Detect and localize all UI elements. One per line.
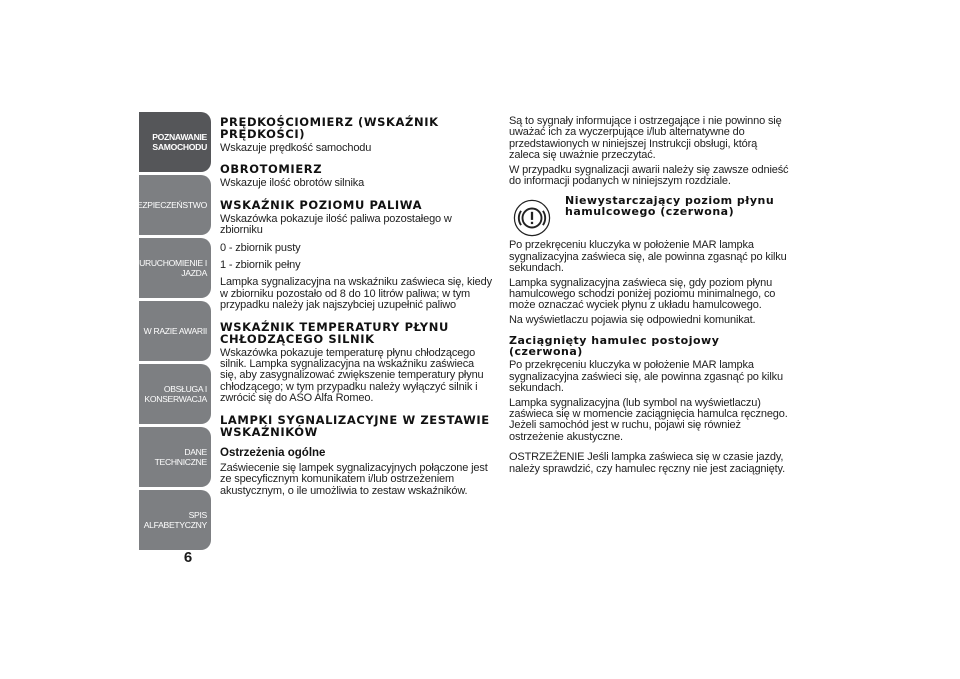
speedometer-heading: PRĘDKOŚCIOMIERZ (WSKAŹNIK PRĘDKOŚCI) <box>220 115 439 141</box>
tab-label: W RAZIE AWARII <box>143 326 207 336</box>
parking-brake-warning: OSTRZEŻENIE Jeśli lampka zaświeca się w czasie jazdy, należy sprawdzić, czy hamulec ręczny nie jest zaciągnięty. <box>509 451 785 475</box>
tab-label: DANE TECHNICZNE <box>154 447 207 467</box>
tab-label: OBSŁUGA I KONSERWACJA <box>144 384 207 404</box>
fuel-gauge-text: Wskazówka pokazuje ilość paliwa pozostałego w zbiorniku <box>220 212 452 237</box>
tab-label: URUCHOMIENIE I JAZDA <box>139 258 207 278</box>
fuel-empty-item: 0 - zbiornik pusty <box>220 241 301 254</box>
parking-brake-text-1: Po przekręceniu kluczyka w położenie MAR lampka sygnalizacyjna zaświeci się, ale powinna zgasnąć po kilku sekundach. <box>509 359 783 395</box>
brake-fluid-text-1: Po przekręceniu kluczyka w położenie MAR lampka sygnalizacyjna zaświeca się, ale powinna zgasnąć po kilku sekundach. <box>509 239 787 275</box>
warning-lamps-heading: LAMPKI SYGNALIZACYJNE W ZESTAWIE WSKAŹNIKÓW <box>220 412 490 439</box>
fuel-gauge-heading: WSKAŹNIK POZIOMU PALIWA <box>220 197 423 212</box>
speedometer-text: Wskazuje prędkość samochodu <box>220 142 372 154</box>
brake-fluid-text-3: Na wyświetlaczu pojawia się odpowiedni komunikat. <box>509 313 756 326</box>
page-number: 6 <box>183 549 193 566</box>
left-column <box>220 116 492 497</box>
coolant-temp-heading: WSKAŹNIK TEMPERATURY PŁYNU CHŁODZĄCEGO SILNIK <box>220 319 449 346</box>
tab-dane-techniczne[interactable] <box>139 427 211 487</box>
coolant-temp-text: Wskazówka pokazuje temperaturę płynu chłodzącego silnik. Lampka sygnalizacyjna na wskaźniku zaświeca się, aby zasygnalizować zwiększenie temperatury płynu chłodzącego; w tym przypadku należy wyłączyć silnik i zwrócić się do ASO Alfa Romeo. <box>220 346 484 405</box>
general-warnings-subheading: Ostrzeżenia ogólne <box>220 446 326 459</box>
tab-label: BEZPIECZEŃSTWO <box>131 200 207 210</box>
brake-fluid-block <box>509 195 789 237</box>
fuel-warning-text: Lampka sygnalizacyjna na wskaźniku zaświeca się, kiedy w zbiorniku pozostało od 8 do 10 litrów paliwa; w tym przypadku należy jak najszybciej uzupełnić paliwo <box>220 276 492 312</box>
tab-poznawanie-samochodu[interactable] <box>139 112 211 172</box>
tab-uruchomienie-i-jazda[interactable] <box>139 238 211 298</box>
intro-paragraph-2: W przypadku sygnalizacji awarii należy się zawsze odnieść do informacji podanych w niniejszym rozdziale. <box>509 163 789 188</box>
tab-spis-alfabetyczny[interactable] <box>139 490 211 550</box>
tab-w-razie-awarii[interactable] <box>139 301 211 361</box>
brake-fluid-heading: Niewystarczający poziom płynu hamulcowego (czerwona) <box>565 194 775 219</box>
tab-label: SPIS ALFABETYCZNY <box>143 510 207 530</box>
tab-bezpieczenstwo[interactable] <box>131 175 211 235</box>
right-column <box>509 116 789 475</box>
rev-counter-text: Wskazuje ilość obrotów silnika <box>220 177 365 190</box>
brake-warning-icon <box>513 199 551 237</box>
tab-label: POZNAWANIE SAMOCHODU <box>152 132 207 152</box>
tab-obsluga-i-konserwacja[interactable] <box>139 364 211 424</box>
parking-brake-heading: Zaciągnięty hamulec postojowy (czerwona) <box>509 334 720 359</box>
chapter-sidebar <box>131 112 211 553</box>
intro-paragraph-1: Są to sygnały informujące i ostrzegające i nie powinno się uważać ich za wyczerpujące i/lub alternatywne do przedstawionych w niniejszej Instrukcji obsługi, którą zaleca się uważnie przeczytać. <box>509 115 782 162</box>
parking-brake-text-2: Lampka sygnalizacyjna (lub symbol na wyświetlaczu) zaświeca się w momencie zaciągnięcia hamulca ręcznego. Jeżeli samochód jest w ruchu, pojawi się również ostrzeżenie akustyczne. <box>509 396 788 443</box>
fuel-full-item: 1 - zbiornik pełny <box>220 259 301 272</box>
brake-fluid-text-2: Lampka sygnalizacyjna zaświeca się, gdy poziom płynu hamulcowego schodzi poniżej poziomu minimalnego, co może oznaczać wyciek płynu z układu hamulcowego. <box>509 276 776 312</box>
general-warnings-text: Zaświecenie się lampek sygnalizacyjnych połączone jest ze specyficznym komunikatem i/lub ostrzeżeniem akustycznym, o ile umożliwia to zestaw wskaźników. <box>220 461 488 497</box>
rev-counter-heading: OBROTOMIERZ <box>220 162 323 177</box>
